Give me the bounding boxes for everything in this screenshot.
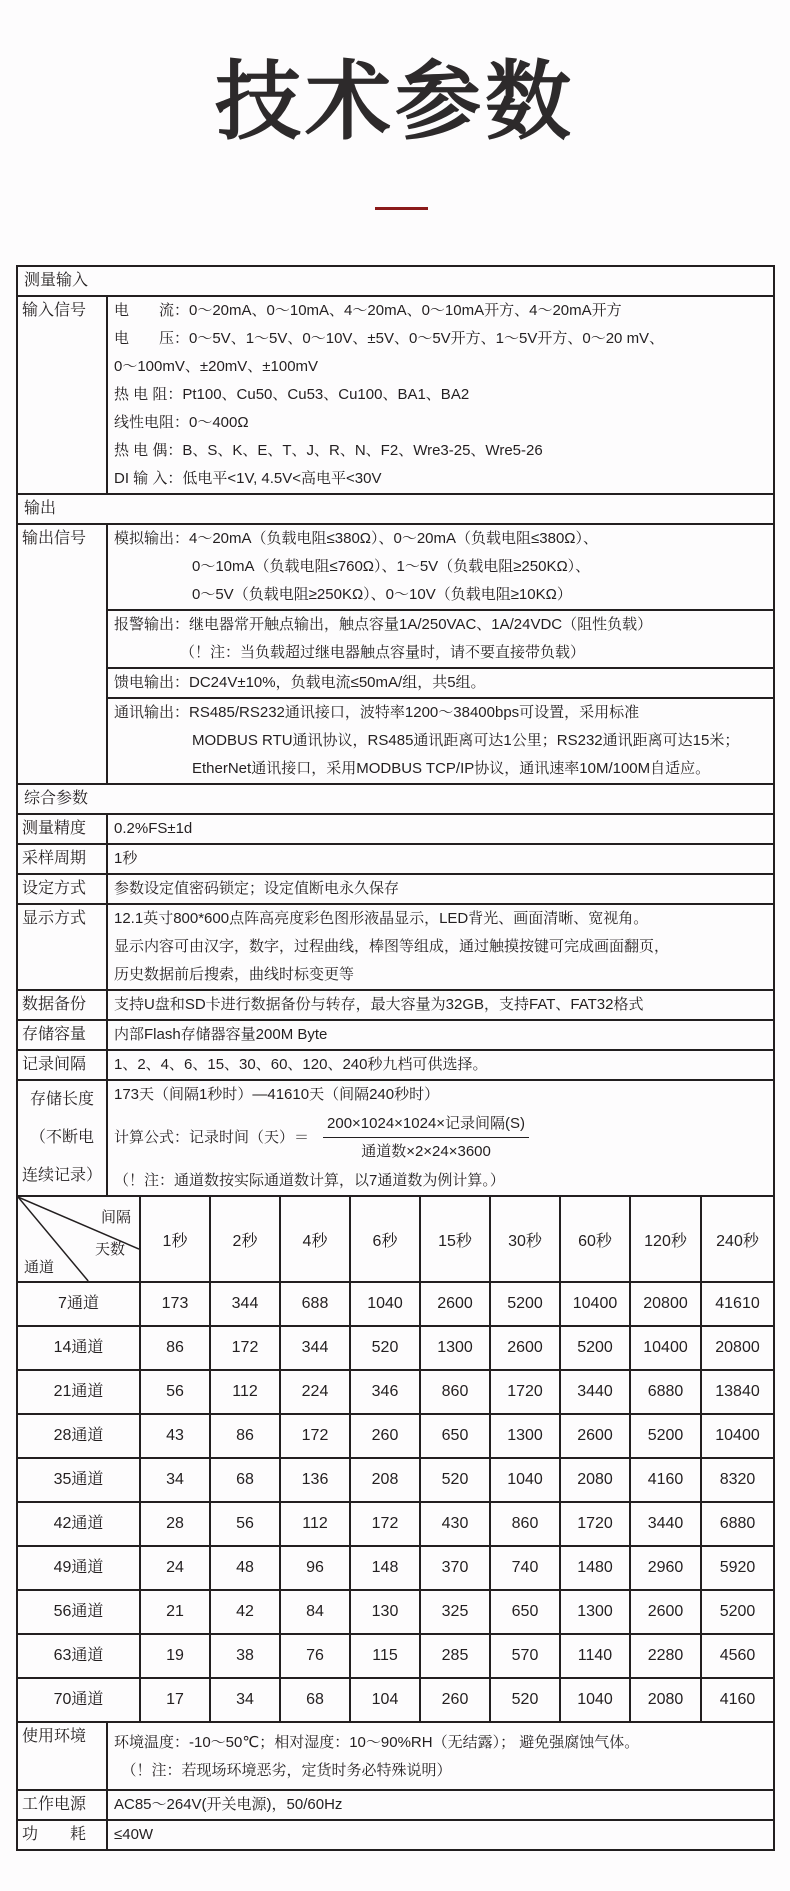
days-cell: 20800 — [630, 1282, 701, 1326]
row-consumption — [17, 1820, 774, 1850]
label-line: 连续记录） — [21, 1167, 102, 1184]
row-value — [107, 814, 774, 844]
value-line: 环境温度：-10～50℃；相对湿度：10～90%RH（无结露）； 避免强腐蚀气体。 — [114, 1734, 640, 1751]
value-line: 线性电阻：0～400Ω — [114, 414, 249, 431]
row-value — [107, 610, 774, 668]
diagonal-header-cell — [17, 1196, 140, 1282]
days-cell: 2600 — [490, 1326, 560, 1370]
row-label: 输出信号 — [17, 524, 107, 784]
storage-header-row — [17, 1196, 774, 1282]
days-cell: 112 — [210, 1370, 280, 1414]
days-cell: 2080 — [630, 1678, 701, 1722]
value-line: 12.1英寸800*600点阵高亮度彩色图形液晶显示，LED背光、画面清晰、宽视角。 — [114, 910, 649, 927]
days-cell: 1300 — [490, 1414, 560, 1458]
section-title: 综合参数 — [17, 784, 774, 814]
section-title: 输出 — [17, 494, 774, 524]
days-cell: 148 — [350, 1546, 420, 1590]
days-cell: 34 — [210, 1678, 280, 1722]
section-row-measure-input — [17, 266, 774, 296]
row-general — [17, 990, 774, 1020]
row-general — [17, 814, 774, 844]
days-cell: 2960 — [630, 1546, 701, 1590]
days-cell: 19 — [140, 1634, 210, 1678]
days-cell: 2600 — [560, 1414, 630, 1458]
value-line: MODBUS RTU通讯协议，RS485通讯距离可达1公里；RS232通讯距离可达15米； — [192, 732, 740, 749]
title-underline — [375, 207, 428, 210]
row-value — [107, 296, 774, 494]
value-line: 显示内容可由汉字，数字，过程曲线，棒图等组成，通过触摸按键可完成画面翻页， — [114, 938, 670, 955]
days-cell: 5200 — [630, 1414, 701, 1458]
days-cell: 1040 — [560, 1678, 630, 1722]
days-cell: 6880 — [630, 1370, 701, 1414]
column-header: 240秒 — [701, 1196, 774, 1282]
days-cell: 325 — [420, 1590, 490, 1634]
days-cell: 344 — [280, 1326, 350, 1370]
row-value — [107, 524, 774, 610]
row-value — [107, 698, 774, 784]
column-header: 15秒 — [420, 1196, 490, 1282]
column-header: 60秒 — [560, 1196, 630, 1282]
table-row — [17, 1546, 774, 1590]
days-cell: 115 — [350, 1634, 420, 1678]
days-cell: 10400 — [630, 1326, 701, 1370]
header-channel-label: 通道 — [24, 1259, 55, 1276]
value-line: 电 流：0～20mA、0～10mA、4～20mA、0～10mA开方、4～20mA开方 — [114, 302, 622, 319]
days-cell: 1040 — [490, 1458, 560, 1502]
days-cell: 172 — [210, 1326, 280, 1370]
section-row-general — [17, 784, 774, 814]
days-cell: 86 — [140, 1326, 210, 1370]
row-value — [107, 1722, 774, 1790]
value-line: 0.2%FS±1d — [114, 820, 193, 837]
days-cell: 1720 — [490, 1370, 560, 1414]
row-label: 设定方式 — [17, 874, 107, 904]
days-cell: 1720 — [560, 1502, 630, 1546]
row-general — [17, 1020, 774, 1050]
days-cell: 43 — [140, 1414, 210, 1458]
days-cell: 3440 — [560, 1370, 630, 1414]
days-cell: 224 — [280, 1370, 350, 1414]
days-cell: 10400 — [560, 1282, 630, 1326]
formula-label: 计算公式：记录时间（天）＝ — [114, 1129, 310, 1146]
days-cell: 5200 — [560, 1326, 630, 1370]
channel-cell: 14通道 — [17, 1326, 140, 1370]
formula-numerator: 200×1024×1024×记录间隔(S) — [323, 1111, 529, 1138]
days-cell: 2280 — [630, 1634, 701, 1678]
row-label: 工作电源 — [17, 1790, 107, 1820]
row-label: 记录间隔 — [17, 1050, 107, 1080]
days-cell: 34 — [140, 1458, 210, 1502]
channel-cell: 21通道 — [17, 1370, 140, 1414]
column-header: 2秒 — [210, 1196, 280, 1282]
days-cell: 172 — [280, 1414, 350, 1458]
page-title: 技术参数 — [215, 54, 575, 150]
days-cell: 6880 — [701, 1502, 774, 1546]
days-cell: 136 — [280, 1458, 350, 1502]
formula-denominator: 通道数×2×24×3600 — [361, 1142, 491, 1160]
days-cell: 28 — [140, 1502, 210, 1546]
table-row — [17, 1370, 774, 1414]
days-cell: 68 — [280, 1678, 350, 1722]
days-cell: 2600 — [420, 1282, 490, 1326]
channel-cell: 56通道 — [17, 1590, 140, 1634]
days-cell: 1300 — [560, 1590, 630, 1634]
days-cell: 430 — [420, 1502, 490, 1546]
column-header: 120秒 — [630, 1196, 701, 1282]
storage-length-table — [16, 1195, 775, 1723]
row-general — [17, 844, 774, 874]
value-line: 历史数据前后搜索，曲线时标变更等 — [114, 966, 355, 983]
days-cell: 96 — [280, 1546, 350, 1590]
value-line: 0～100mV、±20mV、±100mV — [114, 358, 319, 375]
days-cell: 84 — [280, 1590, 350, 1634]
value-line: 热 电 阻：Pt100、Cu50、Cu53、Cu100、BA1、BA2 — [114, 386, 470, 403]
days-cell: 48 — [210, 1546, 280, 1590]
section-title: 测量输入 — [17, 266, 774, 296]
days-cell: 10400 — [701, 1414, 774, 1458]
days-cell: 42 — [210, 1590, 280, 1634]
days-cell: 76 — [280, 1634, 350, 1678]
days-cell: 520 — [420, 1458, 490, 1502]
row-general — [17, 874, 774, 904]
value-line: 0～10mA（负载电阻≤760Ω）、1～5V（负载电阻≥250KΩ）、 — [192, 558, 591, 575]
days-cell: 41610 — [701, 1282, 774, 1326]
row-storage-length — [17, 1080, 774, 1196]
row-label: 功 耗 — [17, 1820, 107, 1850]
days-cell: 13840 — [701, 1370, 774, 1414]
days-cell: 1480 — [560, 1546, 630, 1590]
section-row-output — [17, 494, 774, 524]
days-cell: 650 — [420, 1414, 490, 1458]
days-cell: 860 — [420, 1370, 490, 1414]
row-value — [107, 844, 774, 874]
row-value — [107, 874, 774, 904]
row-power — [17, 1790, 774, 1820]
days-cell: 86 — [210, 1414, 280, 1458]
days-cell: 4160 — [630, 1458, 701, 1502]
column-header: 1秒 — [140, 1196, 210, 1282]
days-cell: 112 — [280, 1502, 350, 1546]
days-cell: 38 — [210, 1634, 280, 1678]
value-line: 模拟输出：4～20mA（负载电阻≤380Ω）、0～20mA（负载电阻≤380Ω）、 — [114, 530, 599, 547]
column-header: 30秒 — [490, 1196, 560, 1282]
channel-cell: 7通道 — [17, 1282, 140, 1326]
row-label: 显示方式 — [17, 904, 107, 990]
formula — [114, 1109, 767, 1167]
days-cell: 520 — [350, 1326, 420, 1370]
days-cell: 21 — [140, 1590, 210, 1634]
value-line: 支持U盘和SD卡进行数据备份与转存，最大容量为32GB，支持FAT、FAT32格式 — [114, 996, 644, 1013]
label-line: （不断电 — [29, 1129, 94, 1146]
channel-cell: 35通道 — [17, 1458, 140, 1502]
table-row — [17, 1326, 774, 1370]
days-cell: 1140 — [560, 1634, 630, 1678]
days-cell: 173 — [140, 1282, 210, 1326]
spec-table — [16, 265, 775, 1197]
days-cell: 5920 — [701, 1546, 774, 1590]
days-cell: 370 — [420, 1546, 490, 1590]
days-cell: 130 — [350, 1590, 420, 1634]
row-label: 测量精度 — [17, 814, 107, 844]
days-cell: 260 — [420, 1678, 490, 1722]
days-cell: 1300 — [420, 1326, 490, 1370]
row-value: 馈电输出：DC24V±10%，负载电流≤50mA/组，共5组。 — [107, 668, 774, 698]
value-line: 1秒 — [114, 850, 138, 867]
row-label: 存储容量 — [17, 1020, 107, 1050]
row-value — [107, 990, 774, 1020]
days-cell: 285 — [420, 1634, 490, 1678]
days-cell: 860 — [490, 1502, 560, 1546]
days-cell: 24 — [140, 1546, 210, 1590]
table-row — [17, 1282, 774, 1326]
row-label: 输入信号 — [17, 296, 107, 494]
days-cell: 688 — [280, 1282, 350, 1326]
value-line: 电 压：0～5V、1～5V、0～10V、±5V、0～5V开方、1～5V开方、0～20 mV、 — [114, 330, 665, 347]
value-note: （！注：若现场环境恶劣，定货时务必特殊说明） — [121, 1762, 452, 1779]
column-header: 4秒 — [280, 1196, 350, 1282]
formula-fraction — [323, 1111, 529, 1166]
days-cell: 104 — [350, 1678, 420, 1722]
row-value: ≤40W — [107, 1820, 774, 1850]
row-value — [107, 904, 774, 990]
value-line: 热 电 偶：B、S、K、E、T、J、R、N、F2、Wre3-25、Wre5-26 — [114, 442, 543, 459]
days-cell: 20800 — [701, 1326, 774, 1370]
days-cell: 2080 — [560, 1458, 630, 1502]
channel-cell: 49通道 — [17, 1546, 140, 1590]
row-output-comm — [17, 698, 774, 784]
value-line: 报警输出：继电器常开触点输出，触点容量1A/250VAC、1A/24VDC（阻性负载） — [114, 616, 653, 633]
days-cell: 260 — [350, 1414, 420, 1458]
table-row — [17, 1590, 774, 1634]
row-environment — [17, 1722, 774, 1790]
row-value — [107, 1050, 774, 1080]
days-cell: 8320 — [701, 1458, 774, 1502]
days-cell: 520 — [490, 1678, 560, 1722]
channel-cell: 70通道 — [17, 1678, 140, 1722]
row-value — [107, 1080, 774, 1196]
days-cell: 346 — [350, 1370, 420, 1414]
channel-cell: 63通道 — [17, 1634, 140, 1678]
row-label: 使用环境 — [17, 1722, 107, 1790]
table-row — [17, 1458, 774, 1502]
table-row — [17, 1634, 774, 1678]
channel-cell: 28通道 — [17, 1414, 140, 1458]
table-row — [17, 1502, 774, 1546]
row-input-signal — [17, 296, 774, 494]
value-line: 0～5V（负载电阻≥250KΩ）、0～10V（负载电阻≥10KΩ） — [192, 586, 572, 603]
row-value — [107, 1020, 774, 1050]
days-cell: 1040 — [350, 1282, 420, 1326]
row-output-feed — [17, 668, 774, 698]
days-cell: 3440 — [630, 1502, 701, 1546]
days-cell: 5200 — [701, 1590, 774, 1634]
environment-table — [16, 1721, 775, 1851]
days-cell: 68 — [210, 1458, 280, 1502]
days-cell: 740 — [490, 1546, 560, 1590]
row-value: AC85～264V(开关电源)，50/60Hz — [107, 1790, 774, 1820]
column-header: 6秒 — [350, 1196, 420, 1282]
value-line: 通讯输出：RS485/RS232通讯接口，波特率1200～38400bps可设置，采用标准 — [114, 704, 640, 721]
row-label — [17, 1080, 107, 1196]
channel-cell: 42通道 — [17, 1502, 140, 1546]
days-cell: 56 — [210, 1502, 280, 1546]
header-days-label: 天数 — [94, 1241, 125, 1258]
days-cell: 5200 — [490, 1282, 560, 1326]
value-line: 1、2、4、6、15、30、60、120、240秒九档可供选择。 — [114, 1056, 488, 1073]
value-line: DI 输 入：低电平<1V, 4.5V<高电平<30V — [114, 470, 382, 487]
days-cell: 17 — [140, 1678, 210, 1722]
days-cell: 208 — [350, 1458, 420, 1502]
value-line: EtherNet通讯接口，采用MODBUS TCP/IP协议，通讯速率10M/100M自适应。 — [192, 760, 711, 777]
value-line: 参数设定值密码锁定；设定值断电永久保存 — [114, 880, 400, 897]
days-cell: 2600 — [630, 1590, 701, 1634]
row-general — [17, 904, 774, 990]
days-cell: 570 — [490, 1634, 560, 1678]
value-note: （！注：通道数按实际通道数计算，以7通道数为例计算。） — [114, 1172, 505, 1189]
table-row — [17, 1414, 774, 1458]
row-label: 数据备份 — [17, 990, 107, 1020]
label-line: 存储长度 — [29, 1091, 94, 1108]
row-output-alarm — [17, 610, 774, 668]
row-general — [17, 1050, 774, 1080]
days-cell: 4160 — [701, 1678, 774, 1722]
days-cell: 4560 — [701, 1634, 774, 1678]
days-cell: 344 — [210, 1282, 280, 1326]
value-line: 内部Flash存储器容量200M Byte — [114, 1026, 328, 1043]
days-cell: 56 — [140, 1370, 210, 1414]
value-note: （！注：当负载超过继电器触点容量时，请不要直接带负载） — [180, 644, 586, 661]
row-label: 采样周期 — [17, 844, 107, 874]
days-cell: 650 — [490, 1590, 560, 1634]
table-row — [17, 1678, 774, 1722]
header-interval-label: 间隔 — [100, 1209, 131, 1226]
row-output-analog — [17, 524, 774, 610]
value-line: 173天（间隔1秒时）—41610天（间隔240秒时） — [114, 1086, 440, 1103]
days-cell: 172 — [350, 1502, 420, 1546]
